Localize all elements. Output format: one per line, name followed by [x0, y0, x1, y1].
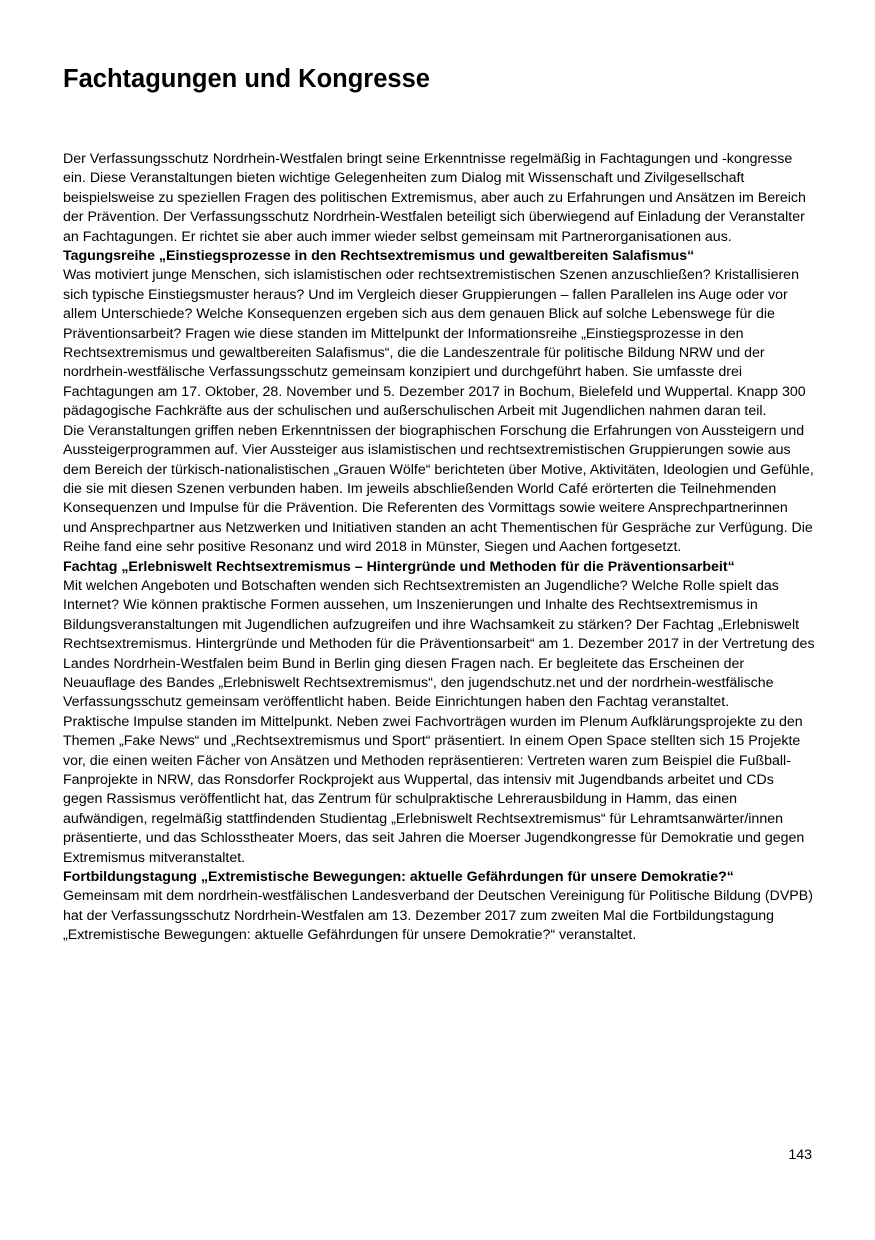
section-paragraph: Mit welchen Angeboten und Botschaften wenden sich Rechtsextremisten an Jugendliche? Welche Rolle spielt das Internet? Wie können praktische Formen aussehen, um Inszenierungen und Inhalte des Rechtsextremismus in Bildungsveranstaltungen mit Jugendlichen aufzugreifen und ihre Wachsamkeit zu stärken? Der Fachtag „Erlebniswelt Rechtsextremismus. Hintergründe und Methoden für die Präventionsarbeit“ am 1. Dezember 2017 in der Vertretung des Landes Nordrhein-Westfalen beim Bund in Berlin ging diesen Fragen nach. Er begleitete das Erscheinen der Neuauflage des Bandes „Erlebniswelt Rechtsextremismus“, den jugendschutz.net und der nordrhein-westfälische Verfassungsschutz gemeinsam veröffentlicht haben. Beide Einrichtungen haben den Fachtag veranstaltet.: [63, 577, 815, 711]
section-paragraph: Was motiviert junge Menschen, sich islamistischen oder rechtsextremistischen Szenen anzuschließen? Kristallisieren sich typische Einstiegsmuster heraus? Und im Vergleich dieser Gruppierungen – fallen Parallelen ins Auge oder vor allem Unterschiede? Welche Konsequenzen ergeben sich aus dem genauen Blick auf solche Lebenswege für die Präventionsarbeit? Fragen wie diese standen im Mittelpunkt der Informationsreihe „Einstiegsprozesse in den Rechtsextremismus und gewaltbereiten Salafismus“, die die Landeszentrale für politische Bildung NRW und der nordrhein-westfälische Verfassungsschutz gemeinsam konzipiert und durchgeführt haben. Sie umfasste drei Fachtagungen am 17. Oktober, 28. November und 5. Dezember 2017 in Bochum, Bielefeld und Wuppertal. Knapp 300 pädagogische Fachkräfte aus der schulischen und außerschulischen Arbeit mit Jugendlichen nahmen daran teil.: [63, 267, 806, 420]
section-paragraph: Praktische Impulse standen im Mittelpunkt. Neben zwei Fachvorträgen wurden im Plenum Aufklärungsprojekte zu den Themen „Fake News“ und „Rechtsextremismus und Sport“ präsentiert. In einem Open Space stellten sich 15 Projekte vor, die einen weiten Fächer von Ansätzen und Methoden repräsentieren: Vertreten waren zum Beispiel die Fußball-Fanprojekte in NRW, das Ronsdorfer Rockprojekt aus Wuppertal, das intensiv mit Jugendbands arbeitet und CDs gegen Rassismus veröffentlicht hat, das Zentrum für schulpraktische Lehrerausbildung in Hamm, das einen aufwändigen, regelmäßig stattfindenden Studientag „Erlebniswelt Rechtsextremismus“ für Lehramtsanwärter/innen präsentierte, und das Schlosstheater Moers, das seit Jahren die Moerser Jugendkongresse für Demokratie und gegen Extremismus mitveranstaltet.: [63, 713, 805, 866]
page-number: 143: [788, 1147, 812, 1163]
section-heading: Tagungsreihe „Einstiegsprozesse in den Rechtsextremismus und gewaltbereiten Salafismus“: [63, 248, 695, 265]
section-fortbildungstagung: [63, 868, 815, 946]
page-title: Fachtagungen und Kongresse: [63, 65, 430, 93]
section-fachtag: [63, 558, 815, 869]
section-paragraph: Gemeinsam mit dem nordrhein-westfälischen Landesverband der Deutschen Vereinigung für Politische Bildung (DVPB) hat der Verfassungsschutz Nordrhein-Westfalen am 13. Dezember 2017 zum zweiten Mal die Fortbildungstagung „Extremistische Bewegungen: aktuelle Gefährdungen für unsere Demokratie?“ veranstaltet.: [63, 888, 813, 944]
section-heading: Fortbildungstagung „Extremistische Bewegungen: aktuelle Gefährdungen für unsere Demokratie?“: [63, 869, 734, 886]
section-tagungsreihe: [63, 247, 815, 558]
intro-paragraph: Der Verfassungsschutz Nordrhein-Westfalen bringt seine Erkenntnisse regelmäßig in Fachtagungen und -kongresse ein. Diese Veranstaltungen bieten wichtige Gelegenheiten zum Dialog mit Wissenschaft und Zivilgesellschaft beispielsweise zu speziellen Fragen des politischen Extremismus, aber auch zu Erfahrungen und Ansätzen im Bereich der Prävention. Der Verfassungsschutz Nordrhein-Westfalen beteiligt sich überwiegend auf Einladung der Veranstalter an Fachtagungen. Er richtet sie aber auch immer wieder selbst gemeinsam mit Partnerorganisationen aus.: [63, 151, 806, 245]
section-paragraph: Die Veranstaltungen griffen neben Erkenntnissen der biographischen Forschung die Erfahrungen von Aussteigern und Aussteigerprogrammen auf. Vier Aussteiger aus islamistischen und rechtsextremistischen Gruppierungen sowie aus dem Bereich der türkisch-nationalistischen „Grauen Wölfe“ berichteten über Motive, Aktivitäten, Ideologien und Gefühle, die sie mit diesen Szenen verbunden haben. Im jeweils abschließenden World Café erörterten die Teilnehmenden Konsequenzen und Impulse für die Prävention. Die Referenten des Vormittags sowie weitere Ansprechpartnerinnen und Ansprechpartner aus Netzwerken und Initiativen standen an acht Thementischen für Gespräche zur Verfügung. Die Reihe fand eine sehr positive Resonanz und wird 2018 in Münster, Siegen und Aachen fortgesetzt.: [63, 422, 814, 556]
page-content: [63, 150, 815, 946]
section-heading: Fachtag „Erlebniswelt Rechtsextremismus – Hintergründe und Methoden für die Präventionsarbeit“: [63, 558, 735, 575]
